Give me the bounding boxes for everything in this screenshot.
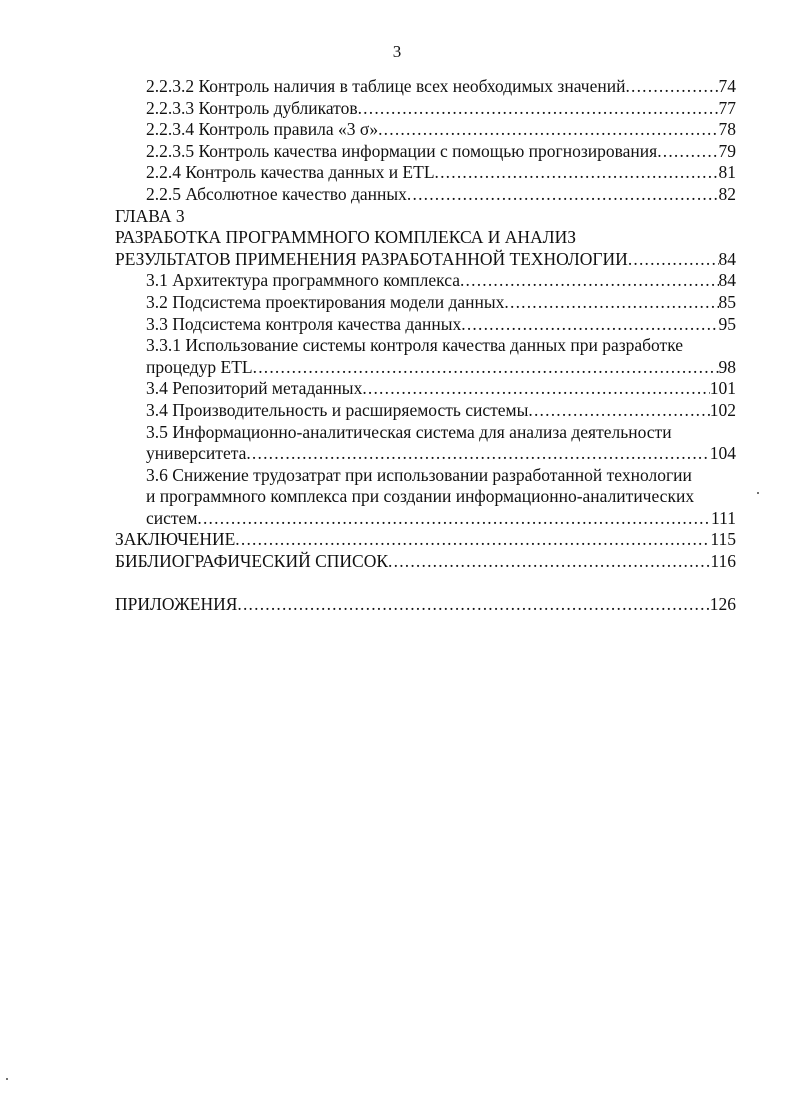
toc-entry-title: 2.2.3.2 Контроль наличия в таблице всех необходимых значений <box>146 76 626 96</box>
toc-entry <box>115 184 736 206</box>
toc-entry-page: 95 <box>718 313 736 334</box>
toc-leader-dots <box>407 184 719 206</box>
blank-line <box>115 573 736 595</box>
toc-entry-title: 2.2.5 Абсолютное качество данных <box>146 183 407 204</box>
toc-entry-page: 81 <box>718 162 736 183</box>
toc-entry <box>115 76 736 98</box>
toc-entry-title: 3.1 Архитектура программного комплекса <box>146 270 460 291</box>
toc-entry <box>115 314 736 336</box>
toc-leader-dots <box>235 529 710 551</box>
toc-leader-dots <box>628 249 719 271</box>
toc-entry-page: 116 <box>710 551 736 572</box>
toc-entry-page: 84 <box>718 248 736 269</box>
toc-entry <box>115 119 736 141</box>
toc-entry-title: 2.2.3.3 Контроль дубликатов <box>146 97 358 118</box>
toc-entry-title: 2.2.3.4 Контроль правила «3 σ» <box>146 119 379 140</box>
toc-entry-page: 104 <box>709 443 736 464</box>
toc-entry-page: 77 <box>718 97 736 118</box>
toc-entry-title: ЗАКЛЮЧЕНИЕ <box>115 529 236 550</box>
toc-entry-page: 82 <box>718 183 736 204</box>
toc-entry <box>115 249 736 271</box>
toc-entry-title: 3.4 Производительность и расширяемость системы <box>146 399 529 420</box>
toc-leader-dots <box>362 378 709 400</box>
toc-leader-dots <box>657 141 718 163</box>
toc-entry-title-continued: процедур ETL <box>146 356 253 377</box>
toc-entry <box>115 551 736 573</box>
toc-entry-page: 115 <box>710 529 736 550</box>
toc-leader-dots <box>246 443 709 465</box>
toc-leader-dots <box>378 119 718 141</box>
toc-entry-title: ПРИЛОЖЕНИЯ <box>115 594 238 615</box>
toc-entry-page: 85 <box>718 291 736 312</box>
toc-entry <box>115 98 736 120</box>
toc-leader-dots <box>253 357 719 379</box>
toc-entry-page: 78 <box>718 119 736 140</box>
chapter-label: ГЛАВА 3 <box>115 205 185 226</box>
toc-leader-dots <box>197 508 711 530</box>
toc-leader-dots <box>358 98 719 120</box>
toc-entry <box>115 270 736 292</box>
toc-entry-title: 3.4 Репозиторий метаданных <box>146 378 363 399</box>
toc-entry-title: БИБЛИОГРАФИЧЕСКИЙ СПИСОК <box>115 551 389 572</box>
toc-leader-dots <box>435 162 719 184</box>
toc-leader-dots <box>528 400 709 422</box>
toc-entry <box>115 529 736 551</box>
toc-entry-title: 3.3.1 Использование системы контроля качества данных при разработке <box>146 335 684 356</box>
toc-leader-dots <box>460 270 719 292</box>
toc-entry <box>115 400 736 422</box>
chapter-title-line: РЕЗУЛЬТАТОВ ПРИМЕНЕНИЯ РАЗРАБОТАННОЙ ТЕХНОЛОГИИ <box>115 248 628 269</box>
toc-entry <box>115 162 736 184</box>
toc-entry-title: 3.3 Подсистема контроля качества данных <box>146 313 462 334</box>
toc-entry-page: 126 <box>709 594 736 615</box>
toc-entry-page: 79 <box>718 140 736 161</box>
toc-entry-title-continued: и программного комплекса при создании информационно-аналитических <box>146 486 695 507</box>
toc-entry-page: 102 <box>709 399 736 420</box>
toc-entry-title: 3.5 Информационно-аналитическая система для анализа деятельности <box>146 421 672 442</box>
toc-entry <box>115 378 736 400</box>
toc-entry-page: 74 <box>718 76 736 96</box>
toc-entry-title-continued: университета <box>146 443 247 464</box>
page-number: 3 <box>392 42 402 61</box>
toc-leader-dots <box>461 314 718 336</box>
toc-entry-page: 98 <box>718 356 736 377</box>
scan-speck <box>6 1078 8 1080</box>
toc-leader-dots <box>504 292 718 314</box>
chapter-title-line: РАЗРАБОТКА ПРОГРАММНОГО КОМПЛЕКСА И АНАЛИЗ <box>115 227 576 248</box>
toc-leader-dots <box>388 551 710 573</box>
toc-entry-title: 3.6 Снижение трудозатрат при использовании разработанной технологии <box>146 464 692 485</box>
toc-entry-title-continued: систем <box>146 507 198 528</box>
toc-entry <box>115 508 736 530</box>
toc-entry <box>115 292 736 314</box>
toc-entry-page: 111 <box>711 507 736 528</box>
toc-leader-dots <box>625 76 718 98</box>
toc-entry <box>115 443 736 465</box>
toc-entry <box>115 141 736 163</box>
toc-entry-title: 3.2 Подсистема проектирования модели данных <box>146 291 505 312</box>
toc-entry <box>115 594 736 616</box>
toc-entry-page: 101 <box>709 378 736 399</box>
toc-entry <box>115 357 736 379</box>
table-of-contents <box>115 76 736 616</box>
toc-leader-dots <box>237 594 709 616</box>
toc-entry-title: 2.2.3.5 Контроль качества информации с помощью прогнозирования <box>146 140 658 161</box>
scan-speck <box>757 492 759 494</box>
toc-entry-title: 2.2.4 Контроль качества данных и ETL <box>146 162 435 183</box>
toc-entry-page: 84 <box>718 270 736 291</box>
